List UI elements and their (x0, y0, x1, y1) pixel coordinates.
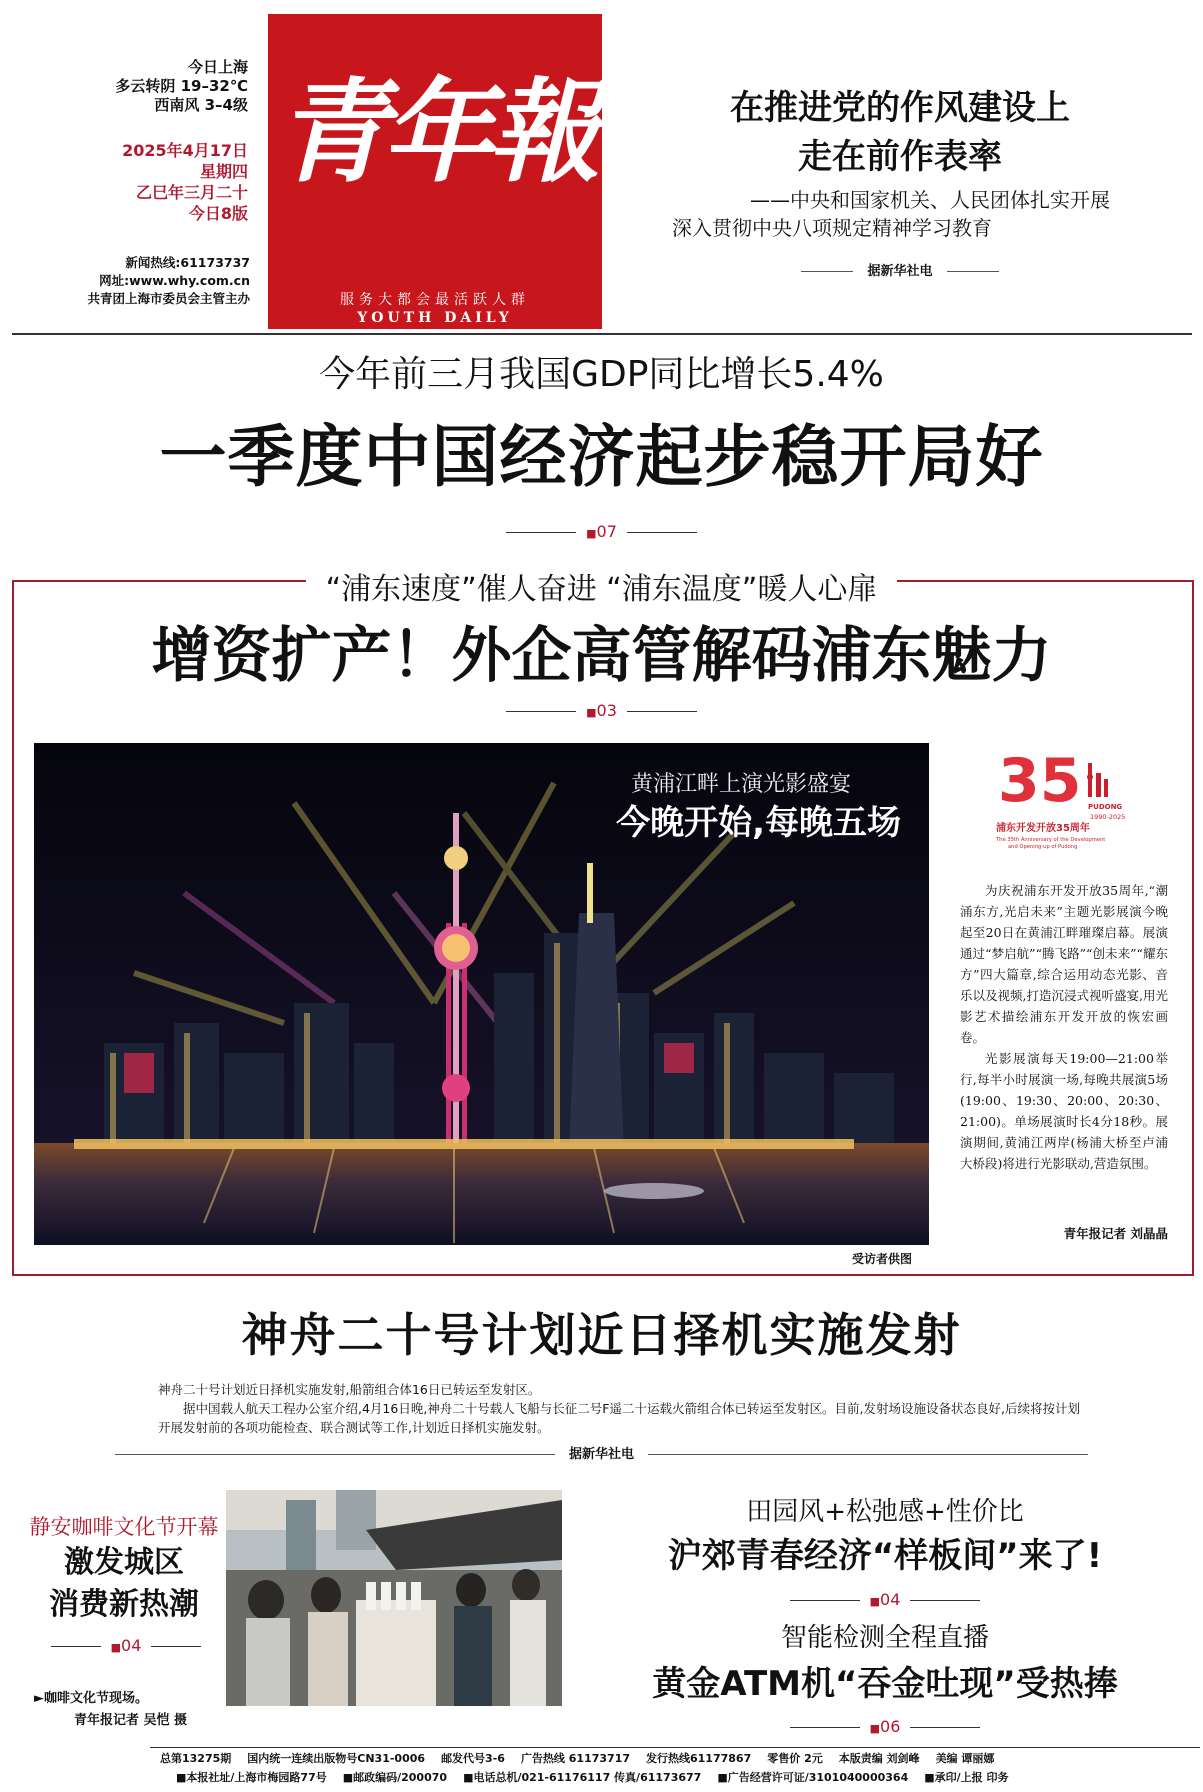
right-story2-kicker: 智能检测全程直播 (780, 1623, 989, 1653)
cafe-page-number: 04 (121, 1636, 142, 1655)
top-story-title (640, 84, 1160, 182)
right-story2-title[interactable]: 黄金ATM机“吞金吐现”受热捧 (652, 1664, 1118, 1704)
top-story-source (640, 260, 1160, 279)
headline3-source (0, 1443, 1203, 1462)
date-weekday: 星期四 (199, 162, 248, 181)
headline1-page-number: 07 (596, 522, 617, 541)
headline2-page-number: 03 (596, 701, 617, 720)
footer-phone: ■电话总机/021-61176117 传真/61173677 (463, 1771, 702, 1784)
photo-caption-title: 今晚开始,每晚五场 (616, 803, 901, 843)
headline1-title[interactable]: 一季度中国经济起步稳开局好 (159, 418, 1044, 496)
date-lunar: 乙巳年三月二十 (135, 183, 248, 202)
top-story-source-text: 据新华社电 (867, 264, 933, 279)
headline1-page-ref[interactable]: ■07 (0, 522, 1203, 541)
footer-postal-code: 邮发代号3-6 (441, 1752, 505, 1765)
cafe-kicker: 静安咖啡文化节开幕 (29, 1515, 219, 1539)
headline3-source-text: 据新华社电 (568, 1447, 634, 1462)
logo-en-line1: The 35th Anniversary of the Development (996, 837, 1106, 843)
cafe-caption-text: ►咖啡文化节现场。 (34, 1691, 148, 1706)
footer-editor: 本版责编 刘剑峰 (838, 1752, 920, 1765)
right-story1-page-number: 04 (880, 1590, 901, 1609)
footer-line1 (160, 1750, 1200, 1766)
divider (801, 271, 853, 272)
right-story1-page-ref[interactable]: ■04 (600, 1590, 1170, 1609)
footer-zip: ■邮政编码/200070 (342, 1771, 448, 1784)
weather-city: 今日上海 (187, 58, 248, 76)
headline2-kicker-text: “浦东速度”催人奋进 “浦东温度”暖人心扉 (306, 572, 898, 607)
contact-hotline: 新闻热线:61173737 (125, 255, 250, 270)
anniversary-logo (992, 745, 1132, 855)
footer-license: ■广告经营许可证/3101040000364 (717, 1771, 909, 1784)
right-story1-kicker: 田园风+松弛感+性价比 (746, 1497, 1024, 1527)
anniversary-byline: 青年报记者 刘晶晶 (1063, 1226, 1168, 1241)
headline1-kicker: 今年前三月我国GDP同比增长5.4% (319, 354, 884, 395)
headline3-body (158, 1380, 1086, 1437)
date-block (40, 140, 248, 224)
footer-cn-number: 国内统一连续出版物号CN31-0006 (247, 1752, 426, 1765)
headline2-kicker (0, 570, 1203, 610)
weather-block (40, 58, 248, 115)
footer-line2 (176, 1769, 1200, 1785)
divider (947, 271, 999, 272)
anniversary-para2: 光影展演每天19:00—21:00举行,每半小时展演一场,每晚共展演5场(19:00、19:30、20:00、20:30、21:00)。单场展演时长4分18秒。展演期间,黄浦江两岸(杨浦大桥至卢浦大桥段)将进行光影联动,营造氛围。 (960, 1051, 1168, 1171)
headline2-title[interactable]: 增资扩产！外企高管解码浦东魅力 (151, 621, 1052, 691)
cafe-title-line2: 消费新热潮 (49, 1587, 199, 1622)
cafe-title-line1: 激发城区 (64, 1545, 184, 1580)
photo-credit: 受访者供图 (852, 1252, 913, 1266)
masthead-slogan: 服务大都会最活跃人群 (340, 292, 530, 308)
contact-website: 网址:www.why.com.cn (99, 273, 250, 288)
right-story2-page-ref[interactable]: ■06 (600, 1717, 1170, 1736)
logo-en-line2: and Opening-up of Pudong (1008, 844, 1078, 850)
coffee-festival-illustration (226, 1490, 562, 1706)
top-story-sub-line2: 深入贯彻中央八项规定精神学习教育 (672, 216, 992, 240)
logo-years: 1990-2025 (1090, 813, 1126, 821)
cafe-page-ref[interactable]: ■04 (28, 1636, 224, 1655)
right-story1-title[interactable]: 沪郊青春经济“样板间”来了! (667, 1536, 1103, 1576)
logo-cn: 浦东开发开放35周年 (996, 823, 1090, 834)
weather-condition: 多云转阴 19–32℃ (115, 77, 248, 95)
anniversary-article (960, 880, 1168, 1174)
top-story-title-line2: 走在前作表率 (798, 137, 1002, 177)
top-story-title-line1: 在推进党的作风建设上 (730, 88, 1070, 128)
date-pages: 今日8版 (188, 204, 248, 223)
masthead-logo (268, 14, 602, 329)
footer-ad-hotline: 广告热线 61173717 (520, 1752, 630, 1765)
photo-caption-kicker: 黄浦江畔上演光影盛宴 (630, 772, 851, 797)
masthead-english: YOUTH DAILY (357, 310, 513, 326)
feature-photo (34, 743, 929, 1245)
footer-printer: ■承印/上报 印务 (924, 1771, 1009, 1784)
footer-designer: 美编 谭丽娜 (935, 1752, 995, 1765)
masthead-title: 青年報 (276, 67, 594, 198)
top-story-sub-line1: ——中央和国家机关、人民团体扎实开展 (750, 188, 1110, 212)
footer-address: ■本报社址/上海市梅园路77号 (176, 1771, 327, 1784)
pudong-35-icon (992, 745, 1132, 855)
date-gregorian: 2025年4月17日 (122, 141, 248, 160)
cafe-title[interactable] (24, 1542, 224, 1626)
footer-divider (150, 1747, 1200, 1748)
anniversary-para1: 为庆祝浦东开发开放35周年,“潮涌东方,光启未来”主题光影展演今晚起至20日在黄浦江畔璀璨启幕。展演通过“梦启航”“腾飞路”“创未来”“耀东方”四大篇章,综合运用动态光影、音乐以及视频,打造沉浸式视听盛宴,用光影艺术描绘浦东开发开放的恢宏画卷。 (960, 883, 1168, 1045)
headline3-para2: 据中国载人航天工程办公室介绍,4月16日晚,神舟二十号载人飞船与长征二号F遥二十运载火箭组合体已转运至发射区。目前,发射场设施设备状态良好,后续将按计划开展发射前的各项功能检查、联合测试等工作,计划近日择机实施发射。 (158, 1401, 1080, 1435)
weather-wind: 西南风 3–4级 (154, 96, 248, 114)
cafe-byline: 青年报记者 吴恺 摄 (74, 1713, 188, 1728)
logo-number: 35 (998, 746, 1082, 816)
contact-block (40, 254, 250, 308)
logo-tag: PUDONG (1088, 803, 1123, 811)
headline3-title[interactable]: 神舟二十号计划近日择机实施发射 (241, 1308, 962, 1362)
masthead-divider (12, 333, 1192, 335)
right-story2-page-number: 06 (880, 1717, 901, 1736)
footer-issue: 总第13275期 (160, 1752, 232, 1765)
headline2-page-ref[interactable]: ■03 (0, 701, 1203, 720)
top-story-subtitle (640, 186, 1160, 242)
headline3-para1: 神舟二十号计划近日择机实施发射,船箭组合体16日已转运至发射区。 (158, 1382, 541, 1397)
footer-price: 零售价 2元 (767, 1752, 823, 1765)
cafe-photo-caption (34, 1688, 234, 1732)
top-story[interactable] (640, 84, 1160, 279)
cafe-photo (226, 1490, 562, 1706)
contact-sponsor: 共青团上海市委员会主管主办 (87, 291, 250, 306)
footer-distribution-hotline: 发行热线61177867 (646, 1752, 752, 1765)
